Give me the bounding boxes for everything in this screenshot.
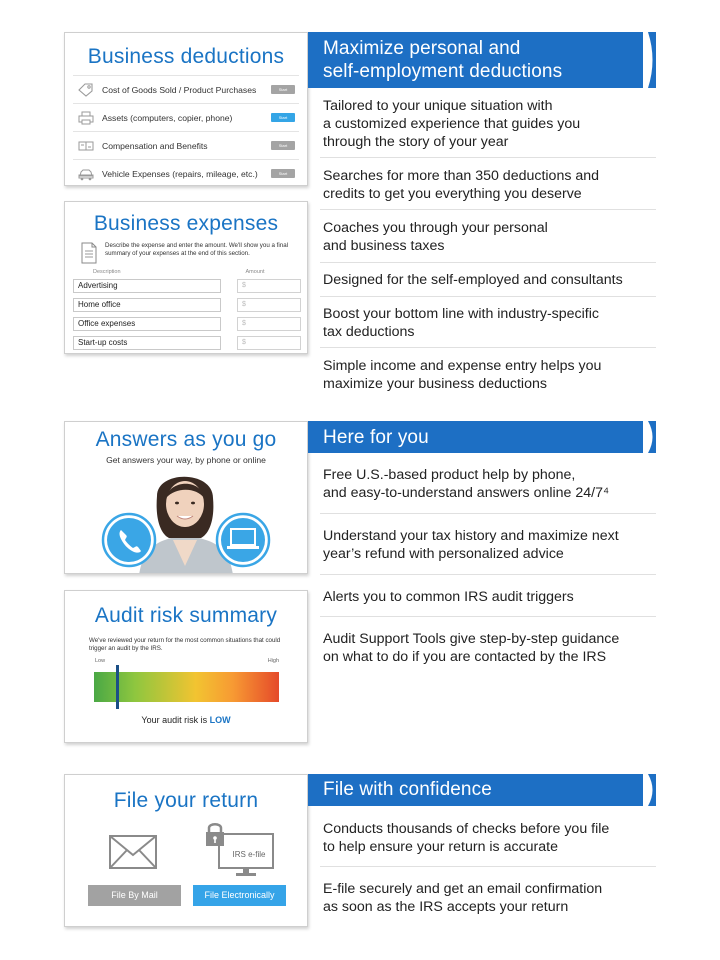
feature-line: Conducts thousands of checks before you file bbox=[323, 821, 610, 837]
feature-item bbox=[323, 305, 656, 341]
expenses-intro-text: Describe the expense and enter the amount. We'll show you a final summary of your expenses at the end of this section. bbox=[105, 242, 289, 258]
section-heading-line: Maximize personal and bbox=[323, 38, 521, 59]
expense-row bbox=[73, 277, 307, 294]
deduction-item-compensation[interactable] bbox=[73, 131, 299, 159]
phone-icon bbox=[103, 514, 155, 566]
audit-high-label: High bbox=[267, 657, 279, 664]
expense-amount-field[interactable]: $ bbox=[237, 279, 301, 293]
file-return-card bbox=[64, 774, 308, 927]
deduction-item-vehicle[interactable] bbox=[73, 159, 299, 187]
deduction-item-cogs[interactable] bbox=[73, 75, 299, 103]
feature-line: Understand your tax history and maximize next bbox=[323, 528, 619, 544]
support-agent-photo bbox=[139, 477, 233, 574]
banner-edge bbox=[643, 32, 657, 88]
file-electronically-button[interactable]: File Electronically bbox=[193, 885, 286, 906]
expense-description-field[interactable]: Start-up costs bbox=[73, 336, 221, 350]
feature-item bbox=[323, 271, 656, 289]
answers-subtitle: Get answers your way, by phone or online bbox=[106, 455, 266, 465]
feature-divider bbox=[320, 574, 656, 575]
feature-item bbox=[323, 167, 656, 203]
feature-line: Alerts you to common IRS audit triggers bbox=[323, 589, 574, 605]
efile-label: IRS e-file bbox=[232, 850, 266, 859]
expense-amount-field[interactable]: $ bbox=[237, 336, 301, 350]
audit-risk-gauge bbox=[94, 672, 279, 702]
feature-item bbox=[323, 357, 656, 393]
feature-item bbox=[323, 630, 656, 666]
deduction-item-assets[interactable] bbox=[73, 103, 299, 131]
expense-row bbox=[73, 315, 307, 332]
deduction-label: Cost of Goods Sold / Product Purchases bbox=[102, 84, 257, 95]
audit-risk-description: We've reviewed your return for the most common situations that could trigger an audit by the IRS. bbox=[89, 637, 281, 653]
feature-divider bbox=[320, 209, 656, 210]
expense-row bbox=[73, 334, 307, 351]
section-heading: Here for you bbox=[323, 427, 429, 448]
feature-line: Simple income and expense entry helps you bbox=[323, 358, 602, 374]
deduction-start-button[interactable]: Start bbox=[271, 85, 295, 94]
deduction-start-button[interactable]: Start bbox=[271, 113, 295, 122]
business-deductions-card bbox=[64, 32, 308, 186]
answers-title: Answers as you go bbox=[95, 428, 277, 451]
feature-line: credits to get you everything you deserve bbox=[323, 186, 582, 202]
section-heading-line: self-employment deductions bbox=[323, 61, 563, 82]
deduction-start-button[interactable]: Start bbox=[271, 169, 295, 178]
feature-line: Audit Support Tools give step-by-step guidance bbox=[323, 631, 620, 647]
audit-risk-value: LOW bbox=[209, 714, 231, 725]
deduction-label: Assets (computers, copier, phone) bbox=[102, 112, 233, 123]
audit-risk-title: Audit risk summary bbox=[94, 604, 278, 627]
feature-item bbox=[323, 219, 656, 255]
expense-description-field[interactable]: Home office bbox=[73, 298, 221, 312]
section-banner-file bbox=[308, 774, 656, 806]
feature-line: Free U.S.-based product help by phone, bbox=[323, 467, 576, 483]
audit-low-label: Low bbox=[95, 657, 106, 664]
feature-line: and business taxes bbox=[323, 238, 445, 254]
document-icon bbox=[81, 242, 97, 264]
feature-line: maximize your business deductions bbox=[323, 376, 547, 392]
feature-item bbox=[323, 97, 656, 151]
section-banner-help bbox=[308, 421, 656, 453]
banner-edge bbox=[643, 774, 657, 806]
money-icon bbox=[77, 139, 95, 153]
feature-line: E-file securely and get an email confirmation bbox=[323, 881, 603, 897]
audit-risk-prefix: Your audit risk is bbox=[141, 714, 210, 725]
feature-line: to help ensure your return is accurate bbox=[323, 839, 559, 855]
expense-description-field[interactable]: Office expenses bbox=[73, 317, 221, 331]
deduction-label: Vehicle Expenses (repairs, mileage, etc.) bbox=[102, 168, 258, 179]
feature-divider bbox=[320, 262, 656, 263]
expense-row bbox=[73, 296, 307, 313]
audit-risk-result bbox=[65, 715, 307, 725]
feature-line: Tailored to your unique situation with bbox=[323, 98, 553, 114]
expense-description-field[interactable]: Advertising bbox=[73, 279, 221, 293]
business-deductions-title: Business deductions bbox=[87, 45, 285, 68]
feature-line: Coaches you through your personal bbox=[323, 220, 548, 236]
feature-line: on what to do if you are contacted by the IRS bbox=[323, 649, 607, 665]
feature-line: and easy-to-understand answers online 24/7⁴ bbox=[323, 485, 610, 501]
feature-item bbox=[323, 880, 656, 916]
amount-column-header: Amount bbox=[245, 269, 265, 275]
feature-line: Boost your bottom line with industry-specific bbox=[323, 306, 599, 322]
section-heading: File with confidence bbox=[323, 779, 492, 800]
business-expenses-card bbox=[64, 201, 308, 354]
feature-divider bbox=[320, 296, 656, 297]
deduction-start-button[interactable]: Start bbox=[271, 141, 295, 150]
envelope-icon bbox=[109, 835, 157, 869]
laptop-icon bbox=[217, 514, 269, 566]
feature-divider bbox=[320, 157, 656, 158]
file-return-title: File your return bbox=[113, 789, 259, 812]
feature-line: a customized experience that guides you bbox=[323, 116, 581, 132]
feature-line: Designed for the self-employed and consultants bbox=[323, 272, 623, 288]
file-by-mail-button[interactable]: File By Mail bbox=[88, 885, 181, 906]
expense-amount-field[interactable]: $ bbox=[237, 298, 301, 312]
audit-risk-card bbox=[64, 590, 308, 743]
section-heading bbox=[323, 37, 562, 83]
printer-icon bbox=[77, 111, 95, 125]
feature-line: year’s refund with personalized advice bbox=[323, 546, 564, 562]
feature-item bbox=[323, 466, 656, 502]
audit-risk-marker bbox=[116, 665, 119, 709]
feature-line: through the story of your year bbox=[323, 134, 509, 150]
feature-line: as soon as the IRS accepts your return bbox=[323, 899, 569, 915]
expense-amount-field[interactable]: $ bbox=[237, 317, 301, 331]
feature-divider bbox=[320, 616, 656, 617]
feature-divider bbox=[320, 347, 656, 348]
feature-item bbox=[323, 820, 656, 856]
feature-line: Searches for more than 350 deductions and bbox=[323, 168, 600, 184]
lock-icon bbox=[206, 824, 224, 846]
feature-divider bbox=[320, 513, 656, 514]
feature-item bbox=[323, 527, 656, 563]
feature-item bbox=[323, 588, 656, 606]
car-icon bbox=[77, 167, 95, 181]
feature-divider bbox=[320, 866, 656, 867]
description-column-header: Description bbox=[93, 269, 121, 275]
deduction-label: Compensation and Benefits bbox=[102, 140, 208, 151]
banner-edge bbox=[643, 421, 657, 453]
support-agent-illustration bbox=[65, 468, 308, 574]
feature-line: tax deductions bbox=[323, 324, 415, 340]
business-expenses-title: Business expenses bbox=[93, 212, 279, 235]
section-banner-deductions bbox=[308, 32, 656, 88]
tag-icon bbox=[77, 83, 95, 97]
answers-card bbox=[64, 421, 308, 574]
